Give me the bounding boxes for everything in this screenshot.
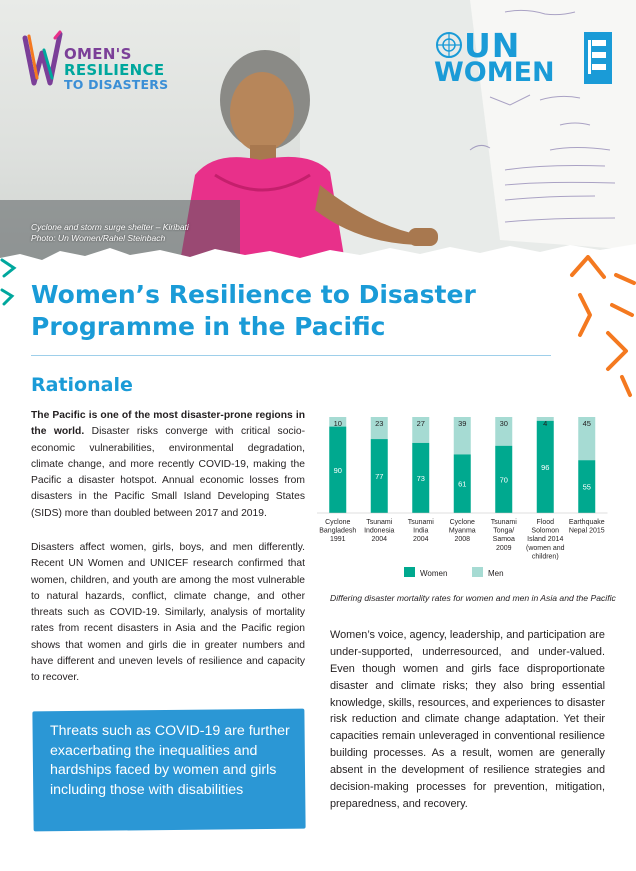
data-label-women-4: 70 (499, 475, 508, 485)
rationale-paragraph-2: Disasters affect women, girls, boys, and men differently. Recent UN Women and UNICEF research confirmed that women, children, and youth are among the most vulnerable to natural hazards, conflict, climate change, and other threats such as COVID-19. Similarly, analysis of mortality rates from recent disasters in Asia and the Pacific region shows that women and girls die in greater numbers and have different and uneven levels of resilience and capacity to recover. (31, 542, 305, 684)
torn-paper-edge (0, 236, 636, 270)
caption-line-2: Photo: Un Women/Rahel Steinbach (31, 233, 166, 244)
chart-caption: Differing disaster mortality rates for women and men in Asia and the Pacific (330, 593, 616, 603)
decor-squiggle-left (0, 250, 30, 320)
category-label-6-1: Nepal 2015 (568, 527, 605, 535)
rationale-paragraph-1-rest: Disaster risks converge with critical socio-economic vulnerabilities, environmental degradation, climate change, and more recently COVID-19, making the Pacific a disaster hotspot. Annual economic losses from disasters in the Pacific Small Island Developing States (SIDS) more than doubled between 2017 and 2019. (31, 426, 306, 519)
data-label-women-5: 96 (541, 462, 550, 472)
category-label-1-2: 2004 (371, 536, 388, 544)
category-label-4-1: Tonga/ (493, 527, 515, 535)
un-wordmark: UN (464, 26, 521, 65)
un-women-logo (434, 26, 614, 90)
legend-label-men: Men (488, 569, 504, 578)
category-label-5-2: Island 2014 (527, 536, 564, 544)
data-label-women-2: 73 (416, 473, 425, 483)
category-label-2-1: India (413, 527, 429, 535)
category-label-5-0: Flood (536, 519, 555, 526)
decor-zigzag-right (560, 255, 636, 405)
legend-label-women: Women (420, 569, 448, 578)
legend-swatch-women (404, 567, 415, 577)
caption-line-1: Cyclone and storm surge shelter – Kiribati (31, 222, 189, 232)
data-label-men-4: 30 (499, 419, 508, 428)
un-globe-icon (434, 30, 464, 60)
legend-swatch-men (472, 567, 483, 577)
category-label-0-0: Cyclone (325, 519, 351, 526)
callout-text: Threats such as COVID-19 are further exacerbating the inequalities and hardships faced by women and girls including those with disabilities (50, 723, 290, 798)
section-heading-rationale: Rationale (31, 374, 133, 396)
participation-paragraph: Women’s voice, agency, leadership, and participation are under-supported, underresourced, and under-valued. Even though women and girls face disproportionate disaster and climate risks; they also bring essential knowledge, skills, resources, and experiences to disaster risk reduction and climate change adaptation. Yet their capacities remain unleveraged in conventional resilience building processes. As a result, women are generally absent in the development of resilience strategies and decision-making processes for prevention, mitigation, preparedness, and recovery. (330, 629, 605, 810)
data-label-women-0: 90 (333, 465, 342, 475)
data-label-men-5: 4 (543, 419, 548, 428)
data-label-men-2: 27 (416, 419, 425, 428)
data-label-women-3: 61 (458, 479, 467, 489)
data-label-women-1: 77 (375, 472, 384, 482)
category-label-1-0: Tsunami (366, 519, 393, 526)
mortality-bar-chart (312, 405, 612, 605)
data-label-men-0: 10 (333, 419, 342, 428)
category-label-5-1: Solomon (531, 527, 560, 535)
data-label-women-6: 55 (582, 482, 591, 492)
womens-resilience-logo (22, 28, 172, 98)
category-label-3-2: 2008 (454, 536, 471, 544)
category-label-2-0: Tsunami (407, 519, 434, 526)
page-title: Women’s Resilience to Disaster Programme in the Pacific (31, 280, 476, 341)
un-women-symbol-icon (584, 32, 612, 84)
data-label-men-6: 45 (582, 419, 591, 428)
category-label-4-0: Tsunami (490, 519, 517, 526)
category-label-0-1: Bangladesh (319, 527, 357, 535)
women-wordmark: WOMEN (434, 57, 555, 88)
rationale-lead: The Pacific is one of the most disaster-prone regions in the world. (31, 410, 305, 438)
category-label-1-1: Indonesia (364, 527, 395, 535)
category-label-5-3: (women and (525, 544, 565, 552)
rationale-paragraph-1 (31, 408, 305, 522)
logo-line-2: RESILIENCE (64, 61, 165, 80)
data-label-men-1: 23 (375, 419, 384, 428)
data-label-men-3: 39 (458, 419, 467, 428)
title-divider (31, 355, 551, 356)
category-label-4-2: Samoa (492, 536, 515, 544)
category-label-2-2: 2004 (412, 536, 429, 544)
category-label-3-0: Cyclone (449, 519, 475, 526)
category-label-3-1: Myanma (448, 527, 476, 535)
category-label-4-3: 2009 (495, 544, 512, 552)
hero-photo (0, 0, 636, 262)
logo-line-3: TO DISASTERS (64, 77, 169, 93)
category-label-0-2: 1991 (329, 536, 346, 544)
category-label-5-4: children) (531, 553, 559, 561)
logo-w-mark (22, 28, 64, 90)
category-label-6-0: Earthquake (568, 519, 605, 526)
logo-line-1: OMEN'S (64, 45, 132, 63)
